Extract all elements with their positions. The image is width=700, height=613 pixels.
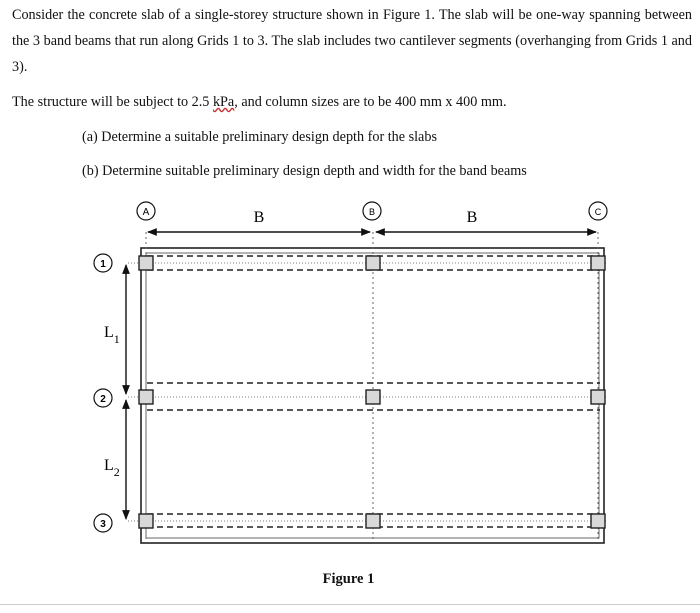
svg-text:A: A bbox=[142, 207, 150, 218]
question-a: (a) Determine a suitable preliminary design depth for the slabs bbox=[82, 129, 437, 145]
grid-bubble-b bbox=[363, 202, 381, 220]
grid-bubble-1 bbox=[94, 254, 112, 272]
span-label-l2: $L_2$ bbox=[104, 457, 120, 479]
grid-bubble-2 bbox=[94, 389, 112, 407]
svg-text:C: C bbox=[594, 207, 602, 217]
figure-caption: Figure 1 bbox=[322, 571, 375, 587]
load-text-end: , and column sizes are to be 400 mm x 400 mm. bbox=[234, 94, 507, 110]
columns bbox=[139, 256, 605, 528]
question-b: (b) Determine suitable preliminary design depth and width for the band beams bbox=[82, 163, 527, 179]
svg-text:1: 1 bbox=[100, 259, 106, 270]
grid-bubble-c bbox=[589, 202, 607, 220]
vertical-grid-lines bbox=[146, 232, 598, 540]
svg-text:2: 2 bbox=[100, 394, 106, 405]
span-label-bc: B bbox=[466, 209, 478, 226]
grid-bubble-a bbox=[137, 202, 155, 220]
bottom-divider bbox=[0, 604, 700, 605]
span-label-ab: B bbox=[253, 209, 265, 226]
grid-bubble-3 bbox=[94, 514, 112, 532]
load-text-start: The structure will be subject to 2.5 bbox=[12, 94, 213, 110]
problem-paragraph: Consider the concrete slab of a single-storey structure shown in Figure 1. The slab will be one-way spanning between the 3 band beams that run along Grids 1 to 3. The slab includes two cantilever segments (overhanging from Grids 1 and 3). bbox=[12, 7, 692, 75]
svg-text:B: B bbox=[368, 207, 376, 217]
svg-text:3: 3 bbox=[100, 519, 106, 530]
span-label-l1: $L_1$ bbox=[104, 324, 120, 346]
load-unit: kPa bbox=[212, 94, 235, 110]
